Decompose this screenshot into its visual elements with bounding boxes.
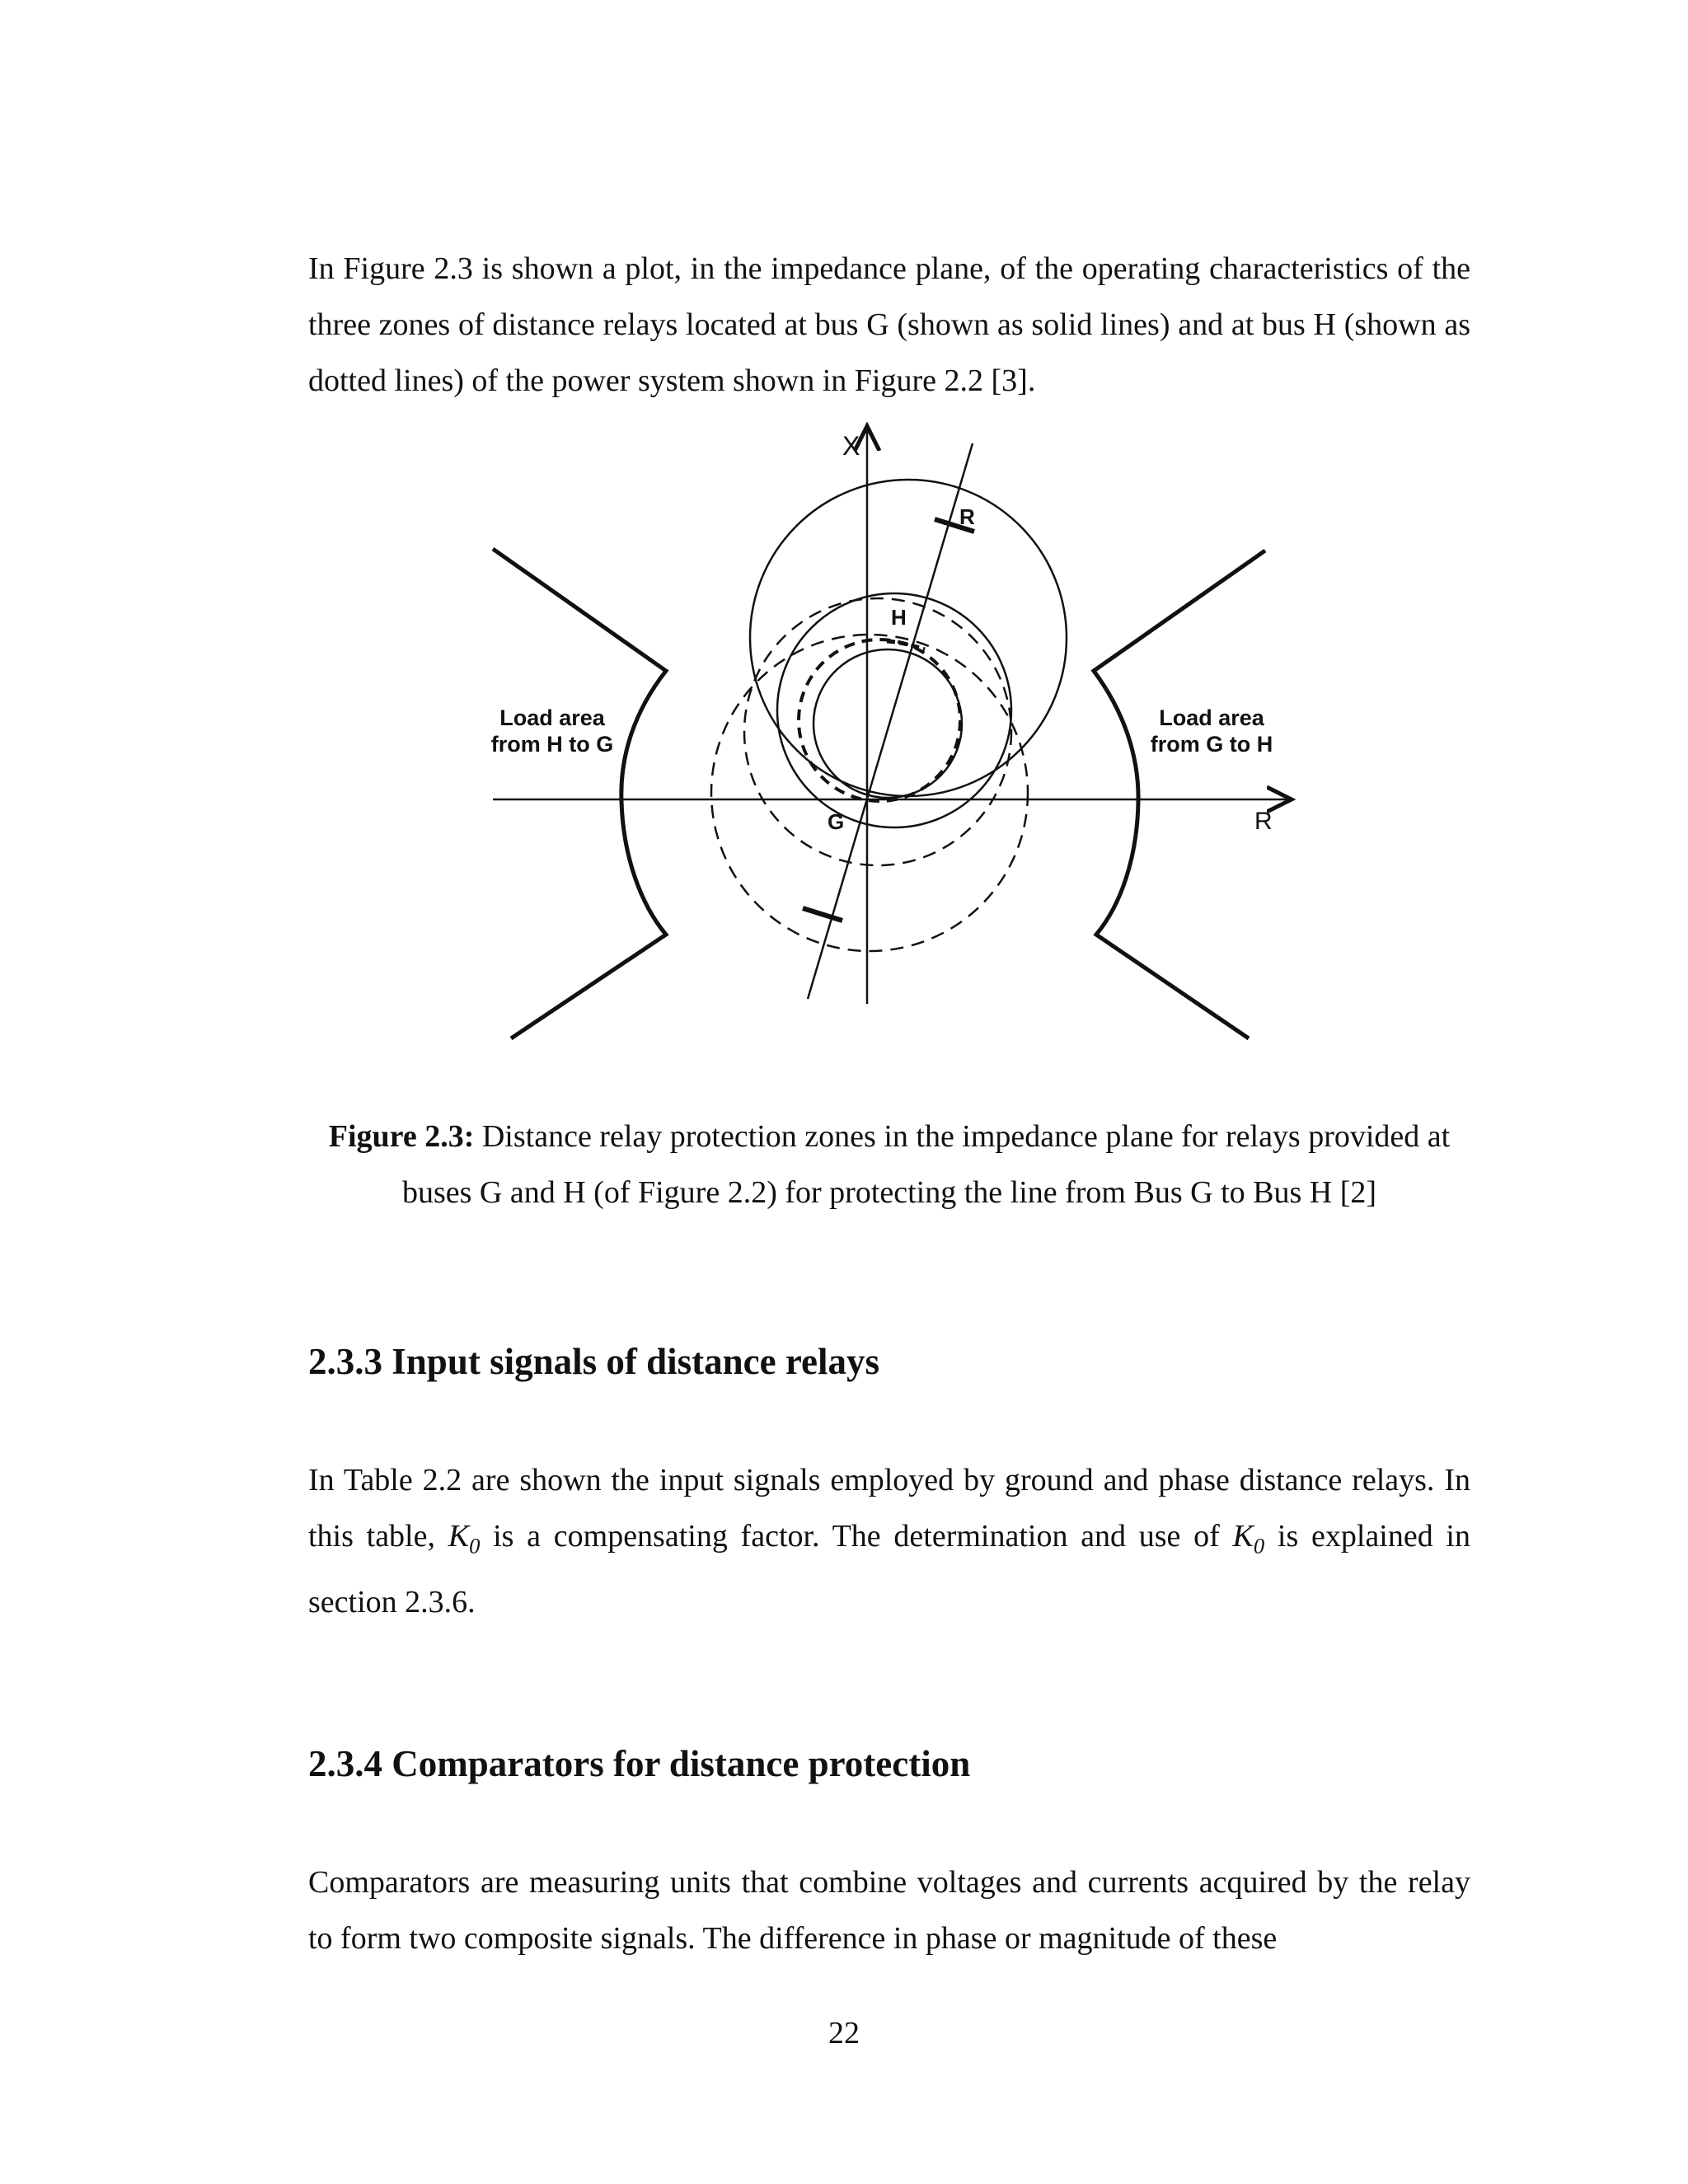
caption-label: Figure 2.3: (328, 1119, 475, 1154)
page-number: 22 (828, 2016, 860, 2050)
load-left-line1: Load area (499, 705, 605, 730)
intro-paragraph: In Figure 2.3 is shown a plot, in the impedance plane, of the operating characteristics of the three zones of distance relays located at bus G (shown as solid lines) and at bus H (shown as dotted lines) of the power system shown in Figure 2.2 [3]. (308, 251, 1470, 398)
section-heading-233: 2.3.3 Input signals of distance relays (308, 1341, 880, 1382)
section-233-text-1: In Table 2.2 are shown the input signals employed by ground and phase distance relays. In this table, (308, 1463, 1470, 1554)
load-right-line1: Load area (1159, 705, 1264, 730)
bus-g-label: G (828, 809, 845, 834)
line-tick-bottom (803, 908, 842, 921)
line-label-r: R (959, 504, 975, 529)
section-234-paragraph: Comparators are measuring units that combine voltages and currents acquired by the relay to form two composite signals. The difference in phase or magnitude of these (308, 1865, 1470, 1956)
load-left-line2: from H to G (490, 732, 614, 757)
impedance-plane-figure (0, 0, 1688, 1071)
figure-caption (308, 1108, 1470, 1221)
k0-symbol-2: $K_0$ (1232, 1519, 1265, 1558)
section-233-text-2: is a compensating factor. The determination and use of (480, 1519, 1233, 1554)
load-area-left-boundary (490, 549, 666, 1038)
section-233-paragraph (308, 1452, 1470, 1630)
caption-text: Distance relay protection zones in the impedance plane for relays provided at buses G and H (of Figure 2.2) for protecting the line from Bus G to Bus H [2] (401, 1119, 1451, 1210)
x-axis-label: X (842, 431, 860, 461)
zone-h-1-circle (799, 640, 960, 801)
load-area-right-boundary (1094, 551, 1265, 1038)
section-233-text-3: is explained in section 2.3.6. (308, 1519, 1470, 1619)
k0-symbol: $K_0$ (448, 1519, 481, 1558)
bus-h-label: H (891, 605, 907, 630)
zone-g-3-circle (750, 480, 1067, 796)
section-heading-234: 2.3.4 Comparators for distance protection (308, 1743, 971, 1784)
load-right-line2: from G to H (1150, 732, 1273, 757)
r-axis-label: R (1254, 808, 1273, 835)
